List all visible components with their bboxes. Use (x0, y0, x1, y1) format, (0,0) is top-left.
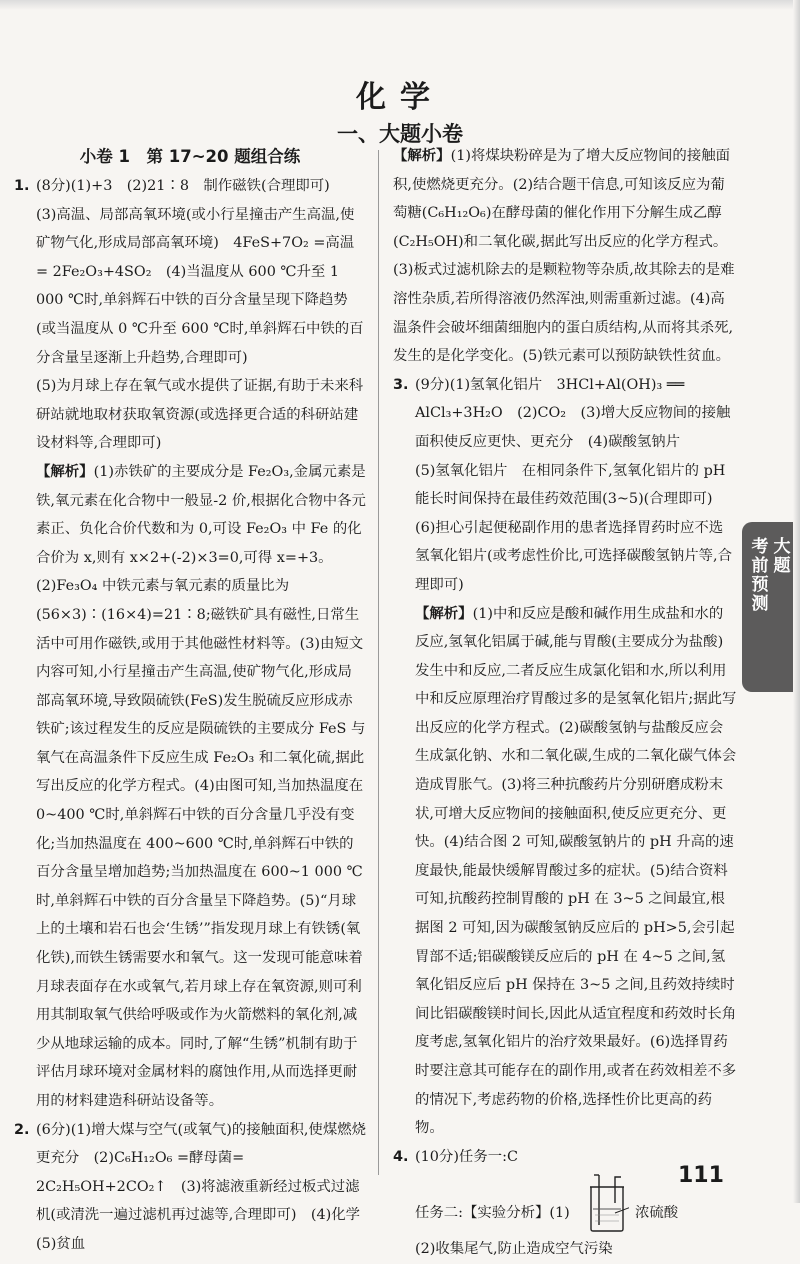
side-tab-col-2 (772, 538, 792, 576)
answer-text: (6分)(1)增大煤与空气(或氧气)的接触面积,使煤燃烧更充分 (2)C₆H₁₂O₆ =酵母菌= 2C₂H₅OH+2CO₂↑ (3)将滤液重新经过板式过滤机(或清洗一遍过滤机再过滤等,合理即可) (4)化学 (5)贫血 (36, 1121, 366, 1252)
question-2 (14, 1116, 366, 1259)
top-edge-shadow (0, 0, 800, 10)
question-3 (393, 371, 737, 1143)
question-number: 1. (14, 178, 30, 194)
figure-label: 浓硫酸 (635, 1205, 679, 1222)
analysis-block (36, 458, 366, 1116)
answer-text: (9分)(1)氢氧化铝片 3HCl+Al(OH)₃ ══ AlCl₃+3H₂O (2)CO₂ (3)增大反应物间的接触面积使反应更快、更充分 (4)碳酸氢钠片 (5)氢氧化铝片 在相同条件下,氢氧化铝片的 pH 能长时间保持在最佳药效范围(3~5)(合理即可) (6)担心引起便秘副作用的患者选择胃药时应不选氢氧化铝片(或考虑性价比,可选择碳酸氢钠片等,合理即可) (415, 376, 732, 593)
question-number: 4. (393, 1148, 409, 1165)
task2-answer: (2)收集尾气,防止造成空气污染 (415, 1241, 613, 1258)
analysis-label: 【解析】 (393, 147, 451, 164)
analysis-text: (1)将煤块粉碎是为了增大反应物间的接触面积,使燃烧更充分。(2)结合题干信息,可知该反应为葡萄糖(C₆H₁₂O₆)在酵母菌的催化作用下分解生成乙醇(C₂H₅OH)和二氧化碳,据此写出反应的化学方程式。(3)板式过滤机除去的是颗粒物等杂质,故其除去的是难溶性杂质,若所得溶液仍然浑浊,则需重新过滤。(4)高温条件会破坏细菌细胞内的蛋白质结构,从而将其杀死,发生的是化学变化。(5)铁元素可以预防缺铁性贫血。 (393, 148, 735, 365)
page-title: 化学 (356, 80, 444, 115)
right-edge-shadow (793, 0, 800, 1203)
question-1 (14, 172, 366, 1116)
task2-text: 任务二:【实验分析】(1) (415, 1205, 570, 1222)
paper-heading: 小卷 1 第 17~20 题组合练 (79, 147, 301, 166)
side-tab-char: 测 (751, 594, 769, 614)
analysis-block (415, 600, 737, 1143)
analysis-label: 【解析】 (415, 604, 473, 622)
right-column (393, 142, 737, 1264)
analysis-text: (1)中和反应是酸和碱作用生成盐和水的反应,氢氧化铝属于碱,能与胃酸(主要成分为盐酸)发生中和反应,二者反应生成氯化铝和水,所以利用中和反应原理治疗胃酸过多的是氢氧化铝片;据此写出反应的化学方程式。(2)碳酸氢钠与盐酸反应会生成氯化钠、水和二氧化碳,生成的二氧化碳气体会造成胃胀气。(3)将三种抗酸药片分别研磨成粉末状,可增大反应物间的接触面积,使反应更充分、更快。(4)结合图 2 可知,碳酸氢钠片的 pH 升高的速度最快,能最快缓解胃酸过多的症状。(5)结合资料可知,抗酸药控制胃酸的 pH 在 3~5 之间最宜,根据图 2 可知,因为碳酸氢钠反应后的 pH>5,会引起胃部不适;铝碳酸镁反应后的 pH 在 4~5 之间,氢氧化铝反应后 pH 保持在 3~5 之间,且药效持续时间比铝碳酸镁时间长,因此从适宜程度和药效时长角度考虑,氢氧化铝片的治疗效果最好。(6)选择胃药时要注意其可能存在的副作用,或者在药效相差不多的情况下,考虑药物的价格,选择性价比更高的药物。 (415, 605, 737, 1137)
answer-text: (10分)任务一:C (415, 1148, 518, 1165)
question-number: 3. (393, 376, 409, 393)
left-column (14, 142, 366, 1259)
page-number: 111 (678, 1163, 724, 1188)
analysis-text: (1)赤铁矿的主要成分是 Fe₂O₃,金属元素是铁,氧元素在化合物中一般显-2 价,根据化合物中各元素正、负化合价代数和为 0,可设 Fe₂O₃ 中 Fe 的化合价为 x,则有 x×2+(-2)×3=0,可得 x=+3。(2)Fe₃O₄ 中铁元素与氧元素的质量比为(56×3)∶(16×4)=21∶8;磁铁矿具有磁性,日常生活中可用作磁铁,或用于其他磁性材料等。(3)由短文内容可知,小行星撞击产生高温,使矿物气化,形成局部高氧环境,导致陨硫铁(FeS)发生脱硫反应形成赤铁矿;该过程发生的反应是陨硫铁的主要成分 FeS 与氧气在高温条件下反应生成 Fe₂O₃ 和二氧化硫,据此写出反应的化学方程式。(4)由图可知,当加热温度在 0~400 ℃时,单斜辉石中铁的百分含量几乎没有变化;当加热温度在 400~600 ℃时,单斜辉石中铁的百分含量呈增加趋势;当加热温度在 600~1 000 ℃时,单斜辉石中铁的百分含量呈下降趋势。(5)“月球上的土壤和岩石也会‘生锈’”指发现月球上有铁锈(氧化铁),而铁生锈需要水和氧气。这一发现可能意味着月球表面存在水或氧气,若月球上存在氧资源,则可利用其制取氧气供给呼吸或作为火箭燃料的氧化剂,减少从地球运输的成本。同时,了解“生锈”机制有助于评估月球环境对金属材料的腐蚀作用,从而选择更耐用的材料建造科研站设备等。 (36, 463, 366, 1109)
gas-washing-bottle-icon (585, 1173, 629, 1233)
analysis-label: 【解析】 (36, 462, 94, 480)
section-title: 一、大题小卷 (337, 121, 463, 146)
q2-analysis-block (393, 142, 737, 371)
side-tab-char: 大 (773, 537, 791, 557)
question-4 (393, 1143, 737, 1264)
column-divider (378, 150, 379, 1175)
answer-text: (8分)(1)+3 (2)21∶8 制作磁铁(合理即可) (3)高温、局部高氧环境(或小行星撞击产生高温,使矿物气化,形成局部高氧环境) 4FeS+7O₂ =高温= 2Fe₂O₃+4SO₂ (4)当温度从 600 ℃升至 1 000 ℃时,单斜辉石中铁的百分含量呈现下降趋势(或当温度从 0 ℃升至 600 ℃时,单斜辉石中铁的百分含量呈逐渐上升趋势,合理即可) (5)为月球上存在氧气或水提供了证据,有助于未来科研站就地取材获取氧资源(或选择更合适的科研站建设材料等,合理即可) (36, 178, 364, 452)
side-tab-char: 题 (773, 556, 791, 576)
side-tab-col-1 (750, 538, 770, 614)
side-tab-char: 考 (751, 537, 769, 557)
side-tab-char: 预 (751, 575, 769, 595)
side-tab-char: 前 (751, 556, 769, 576)
side-tab (742, 522, 800, 692)
question-number: 2. (14, 1121, 30, 1138)
